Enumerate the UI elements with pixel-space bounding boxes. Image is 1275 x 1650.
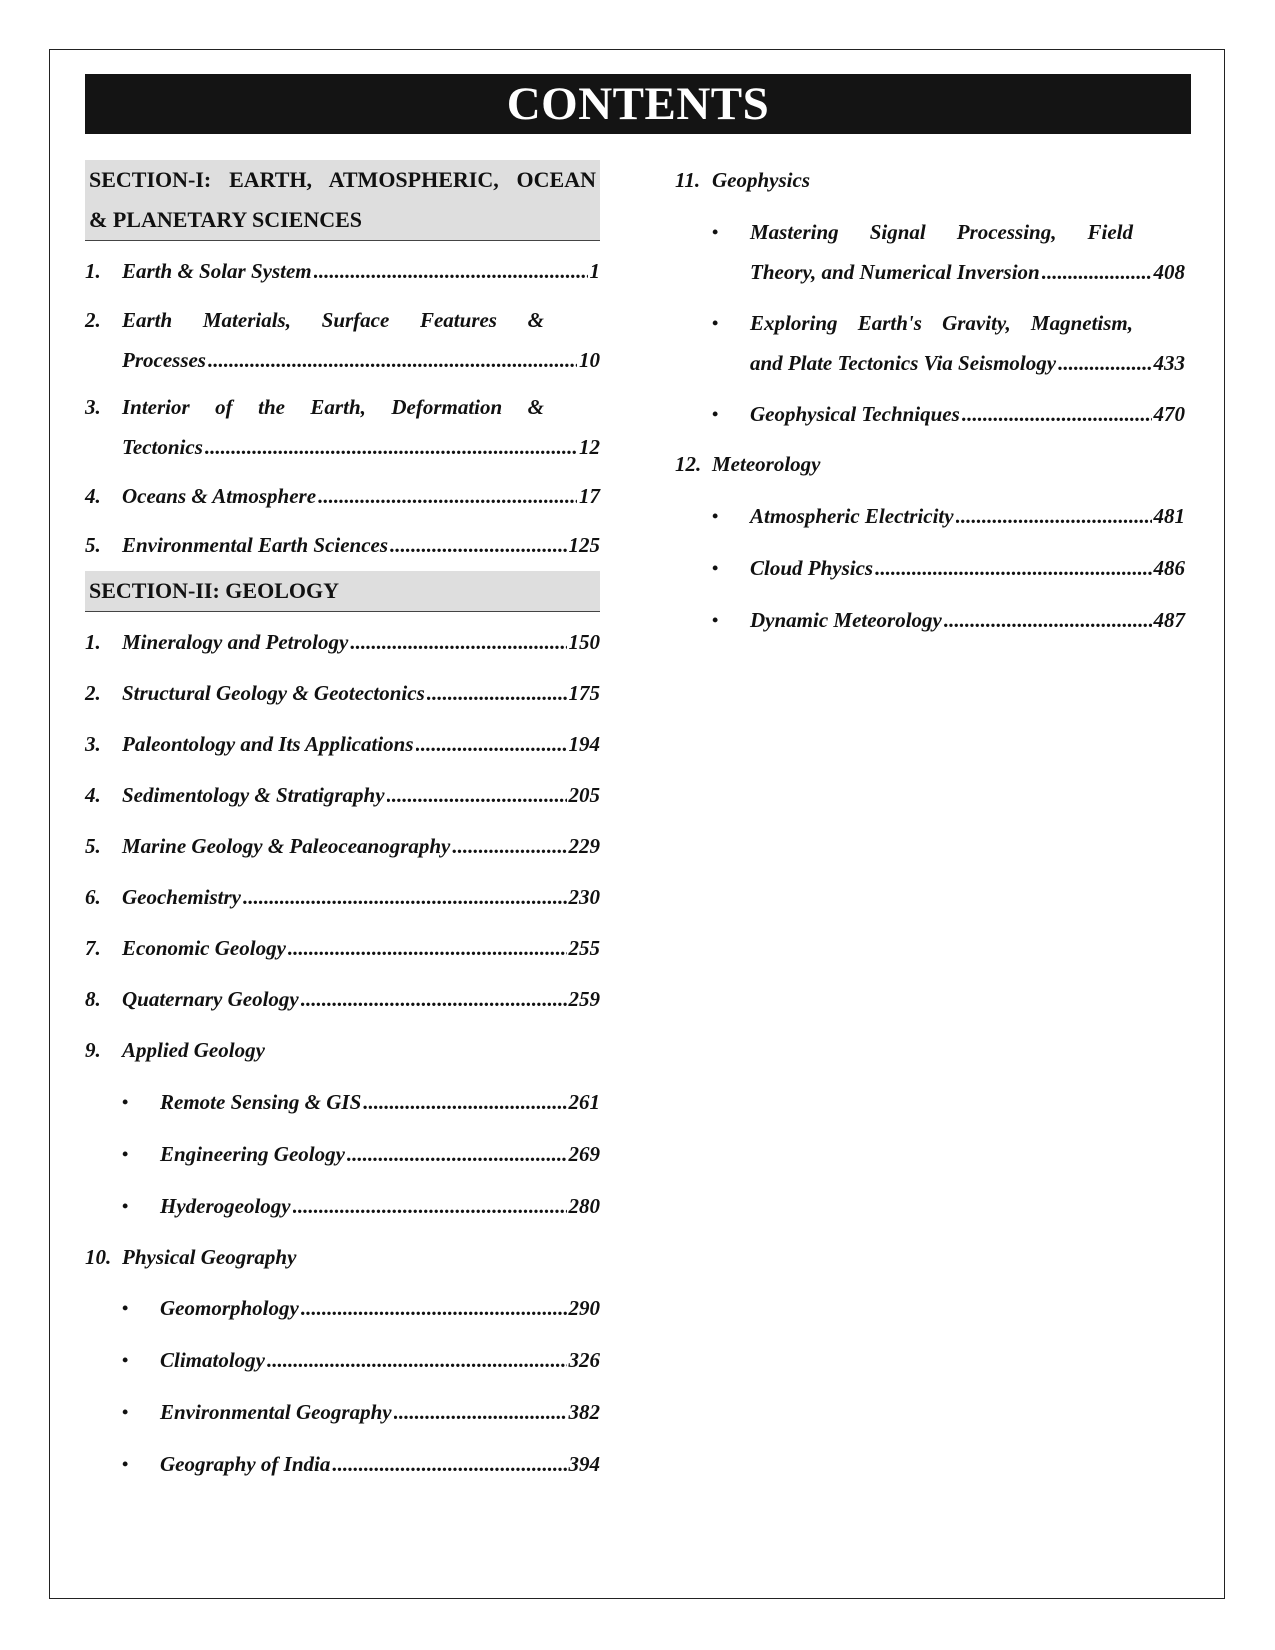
toc-subentry[interactable]: • Hyderogeology ..... 280 bbox=[85, 1186, 600, 1226]
toc-subentry[interactable]: • Mastering Signal Processing, Field Theory, and Numerical Inversion ..... 408 bbox=[675, 212, 1185, 292]
toc-subentry[interactable]: • Climatology ..... 326 bbox=[85, 1340, 600, 1380]
toc-group-heading[interactable]: 9. Applied Geology bbox=[85, 1038, 265, 1062]
section-heading-geology: SECTION-II: GEOLOGY bbox=[85, 571, 600, 612]
bullet-icon: • bbox=[122, 1144, 129, 1164]
toc-group-heading[interactable]: 12. Meteorology bbox=[675, 452, 821, 476]
bullet-icon: • bbox=[122, 1402, 129, 1422]
toc-entry[interactable]: 3. Interior of the Earth, Deformation & Tectonics ..... 12 bbox=[85, 387, 600, 467]
toc-entry[interactable]: 8. Quaternary Geology ..... 259 bbox=[85, 979, 600, 1019]
toc-entry[interactable]: 4. Sedimentology & Stratigraphy ..... 205 bbox=[85, 775, 600, 815]
bullet-icon: • bbox=[712, 313, 719, 333]
toc-subentry[interactable]: • Dynamic Meteorology ..... 487 bbox=[675, 600, 1185, 640]
toc-entry[interactable]: 2. Structural Geology & Geotectonics ..... 175 bbox=[85, 673, 600, 713]
toc-group-heading[interactable]: 10. Physical Geography bbox=[85, 1245, 297, 1269]
toc-entry[interactable]: 2. Earth Materials, Surface Features & Processes ..... 10 bbox=[85, 300, 600, 380]
bullet-icon: • bbox=[122, 1092, 129, 1112]
bullet-icon: • bbox=[712, 558, 719, 578]
bullet-icon: • bbox=[122, 1350, 129, 1370]
section-heading-earth: SECTION-I: EARTH, ATMOSPHERIC, OCEAN & PLANETARY SCIENCES bbox=[85, 160, 600, 241]
toc-entry[interactable]: 3. Paleontology and Its Applications ..... 194 bbox=[85, 724, 600, 764]
toc-entry[interactable]: 4. Oceans & Atmosphere ..... 17 bbox=[85, 476, 600, 516]
toc-entry[interactable]: 6. Geochemistry ..... 230 bbox=[85, 877, 600, 917]
toc-subentry[interactable]: • Geography of India ..... 394 bbox=[85, 1444, 600, 1484]
bullet-icon: • bbox=[122, 1196, 129, 1216]
toc-entry[interactable]: 5. Marine Geology & Paleoceanography ..... 229 bbox=[85, 826, 600, 866]
right-column bbox=[675, 160, 1185, 640]
toc-subentry[interactable]: • Engineering Geology ..... 269 bbox=[85, 1134, 600, 1174]
left-column bbox=[85, 160, 600, 1484]
toc-subentry[interactable]: • Environmental Geography ..... 382 bbox=[85, 1392, 600, 1432]
bullet-icon: • bbox=[122, 1454, 129, 1474]
toc-entry[interactable]: 5. Environmental Earth Sciences ..... 125 bbox=[85, 525, 600, 565]
toc-subentry[interactable]: • Cloud Physics ..... 486 bbox=[675, 548, 1185, 588]
toc-subentry[interactable]: • Atmospheric Electricity ..... 481 bbox=[675, 496, 1185, 536]
toc-subentry[interactable]: • Exploring Earth's Gravity, Magnetism, and Plate Tectonics Via Seismology ..... 433 bbox=[675, 303, 1185, 383]
toc-entry[interactable]: 1. Earth & Solar System ..... 1 bbox=[85, 251, 600, 291]
toc-subentry[interactable]: • Geomorphology ..... 290 bbox=[85, 1288, 600, 1328]
bullet-icon: • bbox=[122, 1298, 129, 1318]
bullet-icon: • bbox=[712, 222, 719, 242]
toc-subentry[interactable]: • Geophysical Techniques ..... 470 bbox=[675, 394, 1185, 434]
bullet-icon: • bbox=[712, 610, 719, 630]
page-title: CONTENTS bbox=[85, 74, 1191, 134]
toc-subentry[interactable]: • Remote Sensing & GIS ..... 261 bbox=[85, 1082, 600, 1122]
bullet-icon: • bbox=[712, 404, 719, 424]
toc-group-heading[interactable]: 11. Geophysics bbox=[675, 168, 810, 192]
bullet-icon: • bbox=[712, 506, 719, 526]
toc-entry[interactable]: 7. Economic Geology ..... 255 bbox=[85, 928, 600, 968]
toc-entry[interactable]: 1. Mineralogy and Petrology ..... 150 bbox=[85, 622, 600, 662]
